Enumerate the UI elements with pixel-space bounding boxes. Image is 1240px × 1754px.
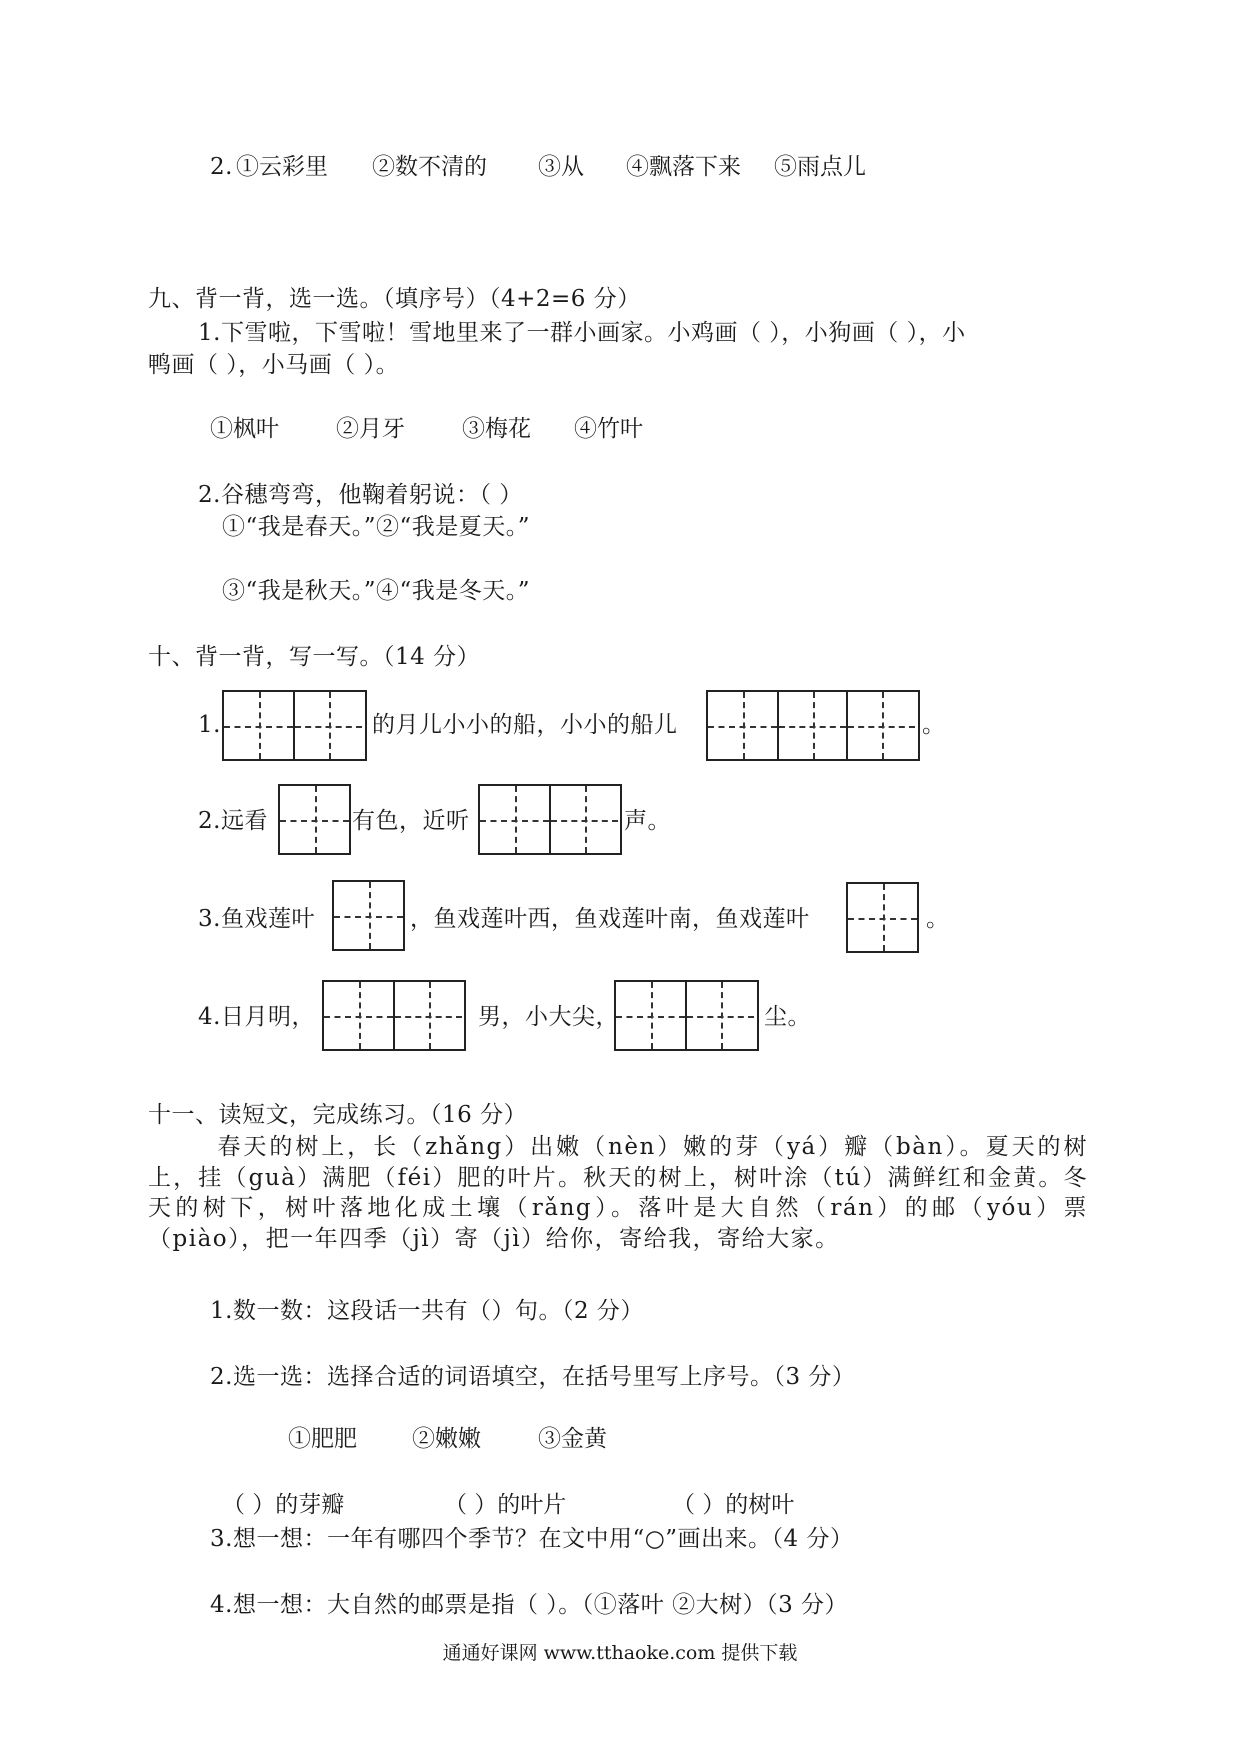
q8-2-number: 2. <box>210 154 233 180</box>
q11-2-blank-3: （ ）的树叶 <box>672 1492 795 1518</box>
writing-cell[interactable] <box>848 884 917 951</box>
writing-grid[interactable] <box>478 784 622 855</box>
writing-cell[interactable] <box>280 786 349 853</box>
writing-cell[interactable] <box>846 692 915 759</box>
q11-3: 3.想一想：一年有哪四个季节？在文中用“○”画出来。（4 分） <box>210 1526 854 1552</box>
q11-2-option-3: ③金黄 <box>538 1426 607 1452</box>
writing-grid[interactable] <box>614 980 759 1051</box>
writing-cell[interactable] <box>708 692 777 759</box>
q9-2-stem: 2.谷穗弯弯，他鞠着躬说：（ ） <box>198 482 523 508</box>
q11-2-blank-1: （ ）的芽瓣 <box>222 1492 345 1518</box>
q8-2-option-5: ⑤雨点儿 <box>774 154 866 180</box>
q9-1-line1: 1.下雪啦，下雪啦！雪地里来了一群小画家。小鸡画（ ），小狗画（ ），小 <box>198 320 966 346</box>
q10-3-end: 。 <box>926 906 950 932</box>
writing-cell[interactable] <box>777 692 846 759</box>
q10-2-prefix: 2.远看 <box>198 808 268 834</box>
writing-cell[interactable] <box>616 982 685 1049</box>
footer-watermark: 通通好课网 www.tthaoke.com 提供下载 <box>442 1642 798 1664</box>
q10-2-text: 有色，近听 <box>352 808 470 834</box>
writing-cell[interactable] <box>293 692 362 759</box>
q9-2-options-row2: ③“我是秋天。”④“我是冬天。” <box>222 578 531 604</box>
q8-2-option-1: ①云彩里 <box>236 154 328 180</box>
q8-2-option-2: ②数不清的 <box>372 154 487 180</box>
writing-grid[interactable] <box>846 882 919 953</box>
q11-2-option-2: ②嫩嫩 <box>412 1426 481 1452</box>
q9-1-line2: 鸭画（ ），小马画（ ）。 <box>148 352 400 378</box>
writing-cell[interactable] <box>393 982 462 1049</box>
q10-1-text: 的月儿小小的船，小小的船儿 <box>372 712 678 738</box>
q10-4-prefix: 4.日月明， <box>198 1004 315 1030</box>
q11-2-option-1: ①肥肥 <box>288 1426 357 1452</box>
q10-3-text: ，鱼戏莲叶西，鱼戏莲叶南，鱼戏莲叶 <box>410 906 810 932</box>
writing-cell[interactable] <box>334 882 403 949</box>
section-9-title: 九、背一背，选一选。（填序号）（4+2=6 分） <box>148 286 641 312</box>
q10-4-text: 男，小大尖， <box>478 1004 619 1030</box>
writing-grid[interactable] <box>278 784 351 855</box>
writing-grid[interactable] <box>706 690 920 761</box>
q9-1-option-1: ①枫叶 <box>210 416 279 442</box>
writing-cell[interactable] <box>549 786 618 853</box>
writing-cell[interactable] <box>324 982 393 1049</box>
passage-text: 春天的树上，长（zhǎng）出嫩（nèn）嫩的芽（yá）瓣（bàn）。夏天的树上，挂（guà）满肥（féi）肥的叶片。秋天的树上，树叶涂（tú）满鲜红和金黄。冬天的树下，树叶落地化成土壤（rǎng）。落叶是大自然（rán）的邮（yóu）票（piào），把一年四季（jì）寄（jì）给你，寄给我，寄给大家。 <box>148 1134 1088 1252</box>
section-11-title: 十一、读短文，完成练习。（16 分） <box>148 1102 528 1128</box>
writing-cell[interactable] <box>685 982 754 1049</box>
q10-4-end: 尘。 <box>764 1004 811 1030</box>
q9-1-option-2: ②月牙 <box>336 416 405 442</box>
q9-1-option-3: ③梅花 <box>462 416 531 442</box>
q8-2-option-4: ④飘落下来 <box>626 154 741 180</box>
q11-1: 1.数一数：这段话一共有（）句。（2 分） <box>210 1298 644 1324</box>
reading-passage <box>148 1132 1088 1254</box>
section-10-title: 十、背一背，写一写。（14 分） <box>148 644 481 670</box>
q9-1-option-4: ④竹叶 <box>574 416 643 442</box>
q10-1-end: 。 <box>922 712 946 738</box>
q10-3-prefix: 3.鱼戏莲叶 <box>198 906 315 932</box>
q8-2-option-3: ③从 <box>538 154 584 180</box>
q10-2-end: 声。 <box>624 808 671 834</box>
writing-cell[interactable] <box>224 692 293 759</box>
writing-cell[interactable] <box>480 786 549 853</box>
q11-2-blank-2: （ ）的叶片 <box>444 1492 567 1518</box>
writing-grid[interactable] <box>332 880 405 951</box>
q10-1-prefix: 1. <box>198 712 221 738</box>
q9-2-options-row1: ①“我是春天。”②“我是夏天。” <box>222 514 531 540</box>
q11-4: 4.想一想：大自然的邮票是指（ ）。（①落叶 ②大树）（3 分） <box>210 1592 849 1618</box>
writing-grid[interactable] <box>322 980 466 1051</box>
writing-grid[interactable] <box>222 690 367 761</box>
q11-2: 2.选一选：选择合适的词语填空，在括号里写上序号。（3 分） <box>210 1364 856 1390</box>
